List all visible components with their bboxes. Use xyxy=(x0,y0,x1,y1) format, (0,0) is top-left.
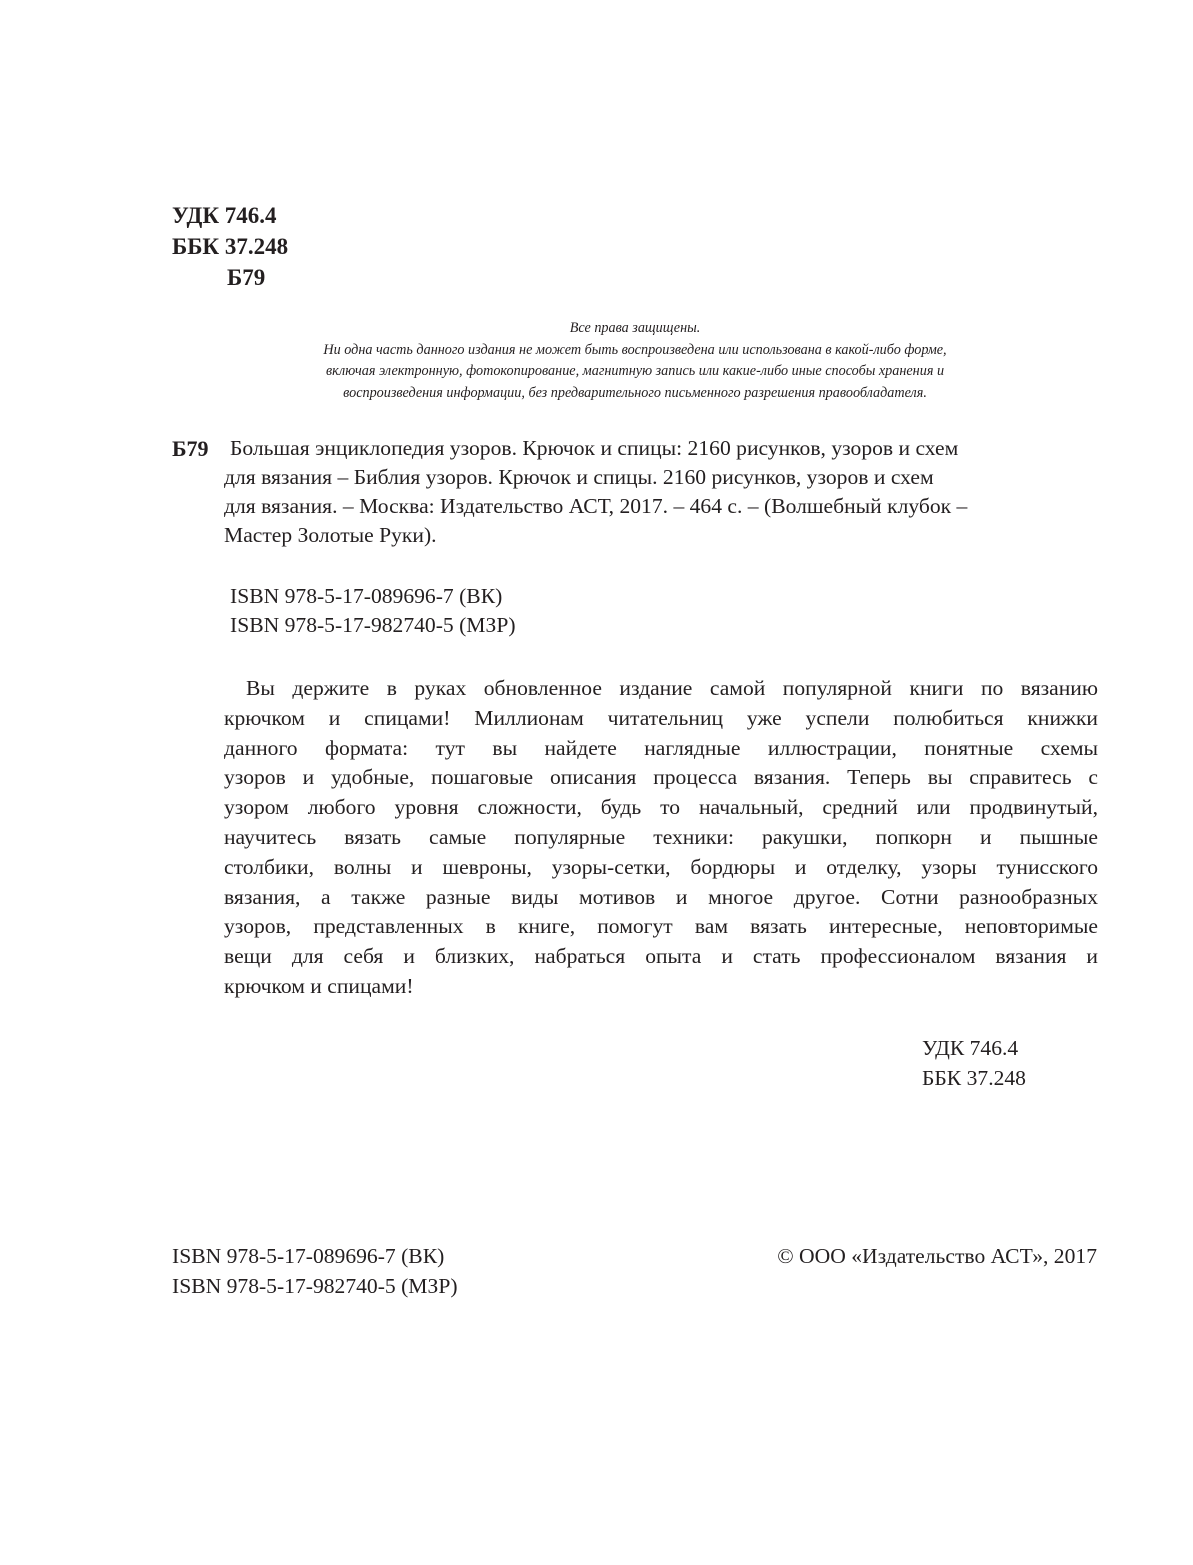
rights-notice-title: Все права защищены. xyxy=(569,320,701,336)
isbn-block xyxy=(230,582,516,640)
footer-isbn-block xyxy=(172,1241,458,1301)
annotation-line: узоров и удобные, пошаговые описания процесса вязания. Теперь вы справитесь с xyxy=(224,765,1098,790)
rights-notice xyxy=(250,318,1020,404)
bbk-code: ББК 37.248 xyxy=(922,1066,1026,1090)
isbn-mzr: ISBN 978-5-17-982740-5 (МЗР) xyxy=(172,1274,458,1298)
annotation-line: Вы держите в руках обновленное издание самой популярной книги по вязанию xyxy=(246,676,1098,700)
annotation-line: данного формата: тут вы найдете наглядные иллюстрации, понятные схемы xyxy=(224,735,1098,760)
isbn-mzr: ISBN 978-5-17-982740-5 (МЗР) xyxy=(230,613,516,637)
annotation-line: крючком и спицами! xyxy=(224,973,414,998)
isbn-vk: ISBN 978-5-17-089696-7 (ВК) xyxy=(172,1244,445,1268)
annotation-line: узором любого уровня сложности, будь то начальный, средний или продвинутый, xyxy=(224,795,1098,820)
bbk-code: ББК 37.248 xyxy=(172,234,289,259)
rights-notice-line: Ни одна часть данного издания не может быть воспроизведена или использована в какой-либо форме, xyxy=(323,341,947,358)
bibliographic-line: Большая энциклопедия узоров. Крючок и спицы: 2160 рисунков, узоров и схем xyxy=(230,436,959,460)
bibliographic-record xyxy=(224,434,1104,550)
annotation-paragraph xyxy=(224,674,1098,1002)
udk-code: УДК 746.4 xyxy=(922,1036,1019,1060)
rights-notice-line: включая электронную, фотокопирование, магнитную запись или какие-либо иные способы хранения и xyxy=(325,363,945,379)
annotation-line: узоров, представленных в книге, помогут вам вязать интересные, неповторимые xyxy=(224,914,1098,939)
copyright-notice: © ООО «Издательство АСТ», 2017 xyxy=(777,1244,1097,1268)
annotation-line: столбики, волны и шевроны, узоры-сетки, бордюры и отделку, узоры тунисского xyxy=(224,854,1098,879)
annotation-line: научитесь вязать самые популярные техники: ракушки, попкорн и пышные xyxy=(224,824,1098,849)
annotation-line: крючком и спицами! Миллионам читательниц уже успели полюбиться книжки xyxy=(224,705,1098,730)
bibliographic-code: Б79 xyxy=(172,436,209,461)
bibliographic-line: для вязания. – Москва: Издательство АСТ, 2017. – 464 с. – (Волшебный клубок – xyxy=(224,494,968,518)
annotation-line: вязания, а также разные виды мотивов и многое другое. Сотни разнообразных xyxy=(224,884,1098,909)
annotation-line: вещи для себя и близких, набраться опыта и стать профессионалом вязания и xyxy=(224,944,1098,969)
isbn-vk: ISBN 978-5-17-089696-7 (ВК) xyxy=(230,584,503,608)
classification-block xyxy=(172,200,288,293)
udk-code: УДК 746.4 xyxy=(172,203,277,228)
author-mark: Б79 xyxy=(227,265,266,290)
rights-notice-line: воспроизведения информации, без предварительного письменного разрешения правообладателя. xyxy=(343,384,927,401)
classification-block-right xyxy=(922,1033,1026,1093)
bibliographic-line: Мастер Золотые Руки). xyxy=(224,523,437,547)
bibliographic-line: для вязания – Библия узоров. Крючок и спицы. 2160 рисунков, узоров и схем xyxy=(224,465,934,489)
